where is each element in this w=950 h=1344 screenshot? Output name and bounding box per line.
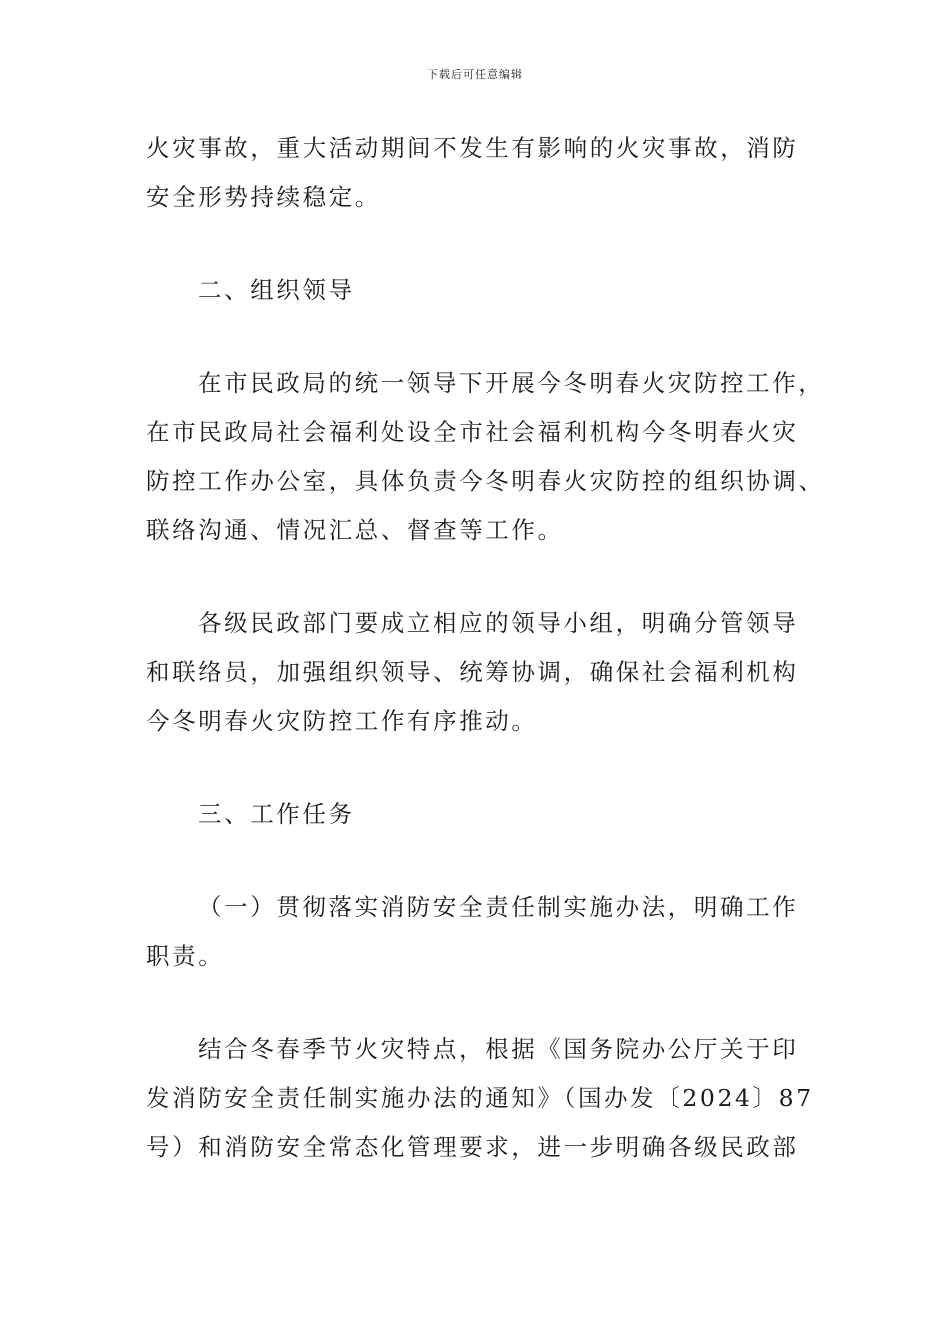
paragraph-line: 结合冬春季节火灾特点，根据《国务院办公厅关于印 (198, 1035, 799, 1063)
paragraph-line: 防控工作办公室，具体负责今冬明春火灾防控的组织协调、 (146, 467, 825, 495)
paragraph-responsibility-detail (146, 1025, 814, 1172)
section-heading: 二、组织领导 (198, 276, 355, 304)
paragraph-line: 和联络员，加强组织领导、统筹协调，确保社会福利机构 (146, 658, 799, 686)
paragraph-line: 安全形势持续稳定。 (146, 183, 381, 211)
paragraph-line: 在市民政局社会福利处设全市社会福利机构今冬明春火灾 (146, 418, 799, 446)
paragraph-line: （一）贯彻落实消防安全责任制实施办法，明确工作 (198, 893, 799, 921)
subsection-heading-responsibility (146, 883, 800, 981)
paragraph-line: 在市民政局的统一领导下开展今冬明春火灾防控工作， (198, 369, 825, 397)
paragraph-line: 发消防安全责任制实施办法的通知》（国办发〔2024〕87 (146, 1084, 814, 1112)
paragraph-line: 火灾事故，重大活动期间不发生有影响的火灾事故，消防 (146, 134, 799, 162)
paragraph-line: 号）和消防安全常态化管理要求，进一步明确各级民政部 (146, 1133, 799, 1161)
paragraph-leading-groups (146, 599, 800, 746)
section-heading: 三、工作任务 (198, 800, 355, 828)
paragraph-fire-safety-goal (146, 124, 800, 222)
page-header-note: 下载后可任意编辑 (427, 68, 523, 81)
paragraph-line: 职责。 (146, 942, 225, 970)
paragraph-line: 联络沟通、情况汇总、督查等工作。 (146, 516, 564, 544)
paragraph-leadership (146, 359, 825, 555)
section-heading-tasks (146, 790, 800, 839)
document-body (146, 124, 825, 1172)
section-heading-organization (146, 266, 800, 315)
paragraph-line: 各级民政部门要成立相应的领导小组，明确分管领导 (198, 609, 799, 637)
paragraph-line: 今冬明春火灾防控工作有序推动。 (146, 707, 538, 735)
